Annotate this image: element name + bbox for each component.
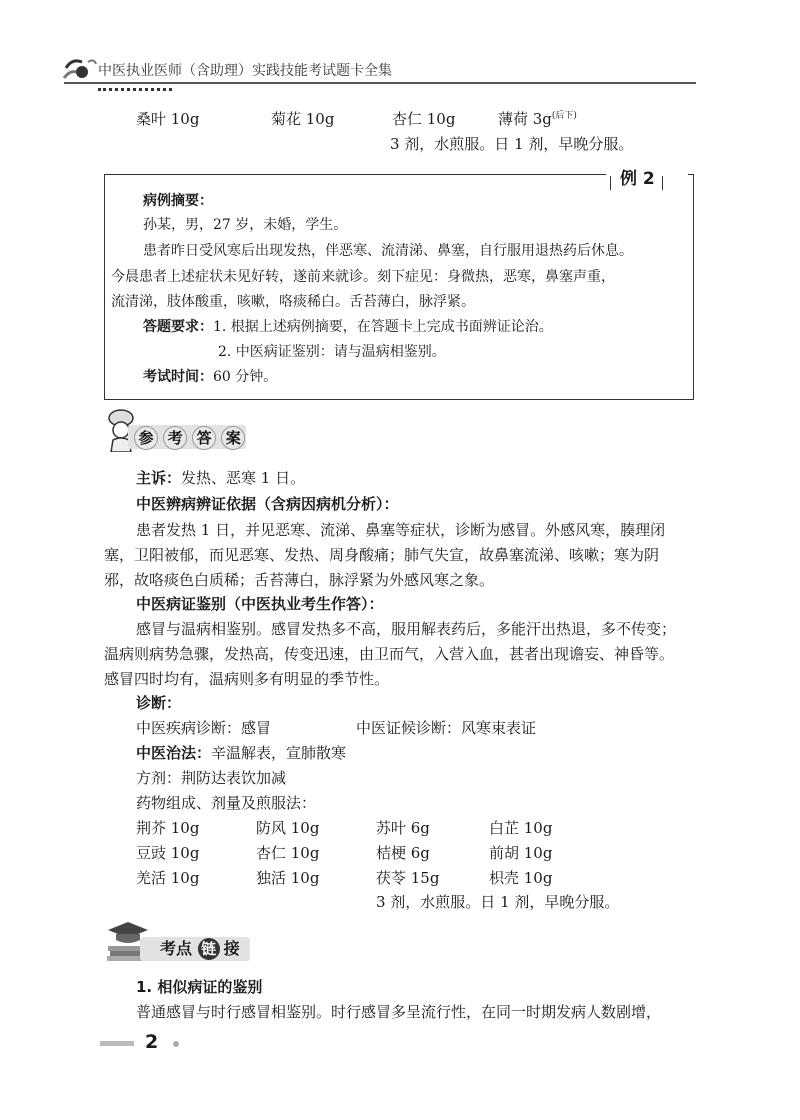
answer-banner-char-4: 案 (221, 426, 245, 450)
prev-herb-4: 薄荷 $3g^{(后下)}$ (498, 110, 577, 128)
section-1-title: 1. 相似病证的鉴别 (136, 978, 263, 996)
chief-complaint: 主诉：发热、恶寒 1 日。 (136, 469, 306, 487)
case-requirement-2: 2. 中医病证鉴别：请与温病相鉴别。 (218, 344, 446, 360)
prev-herb-1: 桑叶 10g (136, 110, 200, 128)
diagnosis-title: 诊断： (136, 694, 182, 712)
link-banner-char-1: 考 (160, 939, 177, 958)
footer-bar (100, 1041, 134, 1046)
differential-line-1: 感冒与温病相鉴别。感冒发热多不高，服用解表药后，多能汗出热退，多不传变； (136, 620, 677, 638)
answer-banner-title (134, 426, 245, 450)
herb-r3-c4: 枳壳 10g (489, 869, 553, 887)
case-tag-bar-right (662, 176, 663, 190)
herb-r2-c2: 杏仁 10g (256, 844, 320, 862)
case-patient-line: 孙某，男，27 岁，未婚，学生。 (143, 217, 348, 233)
composition-title: 药物组成、剂量及煎服法： (136, 794, 317, 812)
page-number: 2 (145, 1031, 159, 1053)
link-banner-title (160, 938, 240, 960)
case-tag-bar-left (610, 176, 611, 190)
answer-usage: 3 剂，水煎服。日 1 剂，早晚分服。 (376, 893, 620, 911)
answer-banner-char-2: 考 (163, 426, 187, 450)
answer-banner-char-1: 参 (134, 426, 158, 450)
diagnosis-disease: 中医疾病诊断：感冒 (136, 719, 272, 737)
herb-r3-c1: 羌活 10g (136, 869, 200, 887)
herb-r3-c2: 独活 10g (256, 869, 320, 887)
differential-line-2: 温病则病势急骤，发热高，传变迅速，由卫而气，入营入血，甚者出现谵妄、神昏等。 (104, 645, 675, 663)
footer-dot (173, 1041, 179, 1047)
herb-r1-c4: 白芷 10g (489, 819, 553, 837)
herb-r1-c1: 荆芥 10g (136, 819, 200, 837)
header-title: 中医执业医师（含助理）实践技能考试题卡全集 (98, 63, 392, 79)
link-banner-char-3: 链 (198, 938, 220, 960)
herb-r3-c3: 茯苓 15g (376, 869, 440, 887)
herb-r1-c2: 防风 10g (256, 819, 320, 837)
answer-banner-char-3: 答 (192, 426, 216, 450)
case-summary-label: 病例摘要： (143, 193, 213, 209)
formula: 方剂：荆防达表饮加减 (136, 769, 287, 787)
basis-line-2: 塞，卫阳被郁，而见恶寒、发热、周身酸痛；肺气失宣，故鼻塞流涕、咳嗽；寒为阴 (104, 546, 660, 564)
herb-r2-c4: 前胡 10g (489, 844, 553, 862)
case-tag: 例 2 (620, 169, 655, 189)
basis-line-3: 邪，故咯痰色白质稀；舌苔薄白，脉浮紧为外感风寒之象。 (104, 571, 495, 589)
basis-title: 中医辨病辨证依据（含病因病机分析）： (136, 495, 399, 513)
case-requirement: 答题要求：1. 根据上述病例摘要，在答题卡上完成书面辨证论治。 (143, 319, 553, 335)
differential-line-3: 感冒四时均有，温病则多有明显的季节性。 (104, 670, 390, 688)
differential-title: 中医病证鉴别（中医执业考生作答）： (136, 595, 384, 613)
link-banner-char-2: 点 (176, 939, 193, 958)
herb-r1-c3: 苏叶 6g (376, 819, 430, 837)
case-para-3: 流清涕，肢体酸重，咳嗽，咯痰稀白。舌苔薄白，脉浮紧。 (111, 294, 475, 310)
basis-line-1: 患者发热 1 日，并见恶寒、流涕、鼻塞等症状，诊断为感冒。外感风寒，腠理闭 (136, 521, 666, 539)
therapy: 中医治法：辛温解表，宣肺散寒 (136, 744, 347, 762)
prev-usage: 3 剂，水煎服。日 1 剂，早晚分服。 (390, 135, 634, 153)
case-para-2: 今晨患者上述症状未见好转，遂前来就诊。刻下症见：身微热，恶寒，鼻塞声重， (111, 269, 615, 285)
header-dots (98, 84, 172, 91)
link-banner-char-4: 接 (223, 939, 240, 958)
prev-herb-3: 杏仁 10g (392, 110, 456, 128)
diagnosis-syndrome: 中医证候诊断：风寒束表证 (356, 719, 537, 737)
case-exam-time: 考试时间：60 分钟。 (143, 369, 278, 385)
case-para-1: 患者昨日受风寒后出现发热，伴恶寒、流清涕、鼻塞，自行服用退热药后休息。 (143, 243, 633, 259)
prev-herb-4-note: (后下) (551, 111, 577, 121)
section-1-text: 普通感冒与时行感冒相鉴别。时行感冒多呈流行性，在同一时期发病人数剧增， (136, 1003, 662, 1021)
herb-r2-c1: 豆豉 10g (136, 844, 200, 862)
herb-r2-c3: 桔梗 6g (376, 844, 430, 862)
prev-herb-2: 菊花 10g (271, 110, 335, 128)
